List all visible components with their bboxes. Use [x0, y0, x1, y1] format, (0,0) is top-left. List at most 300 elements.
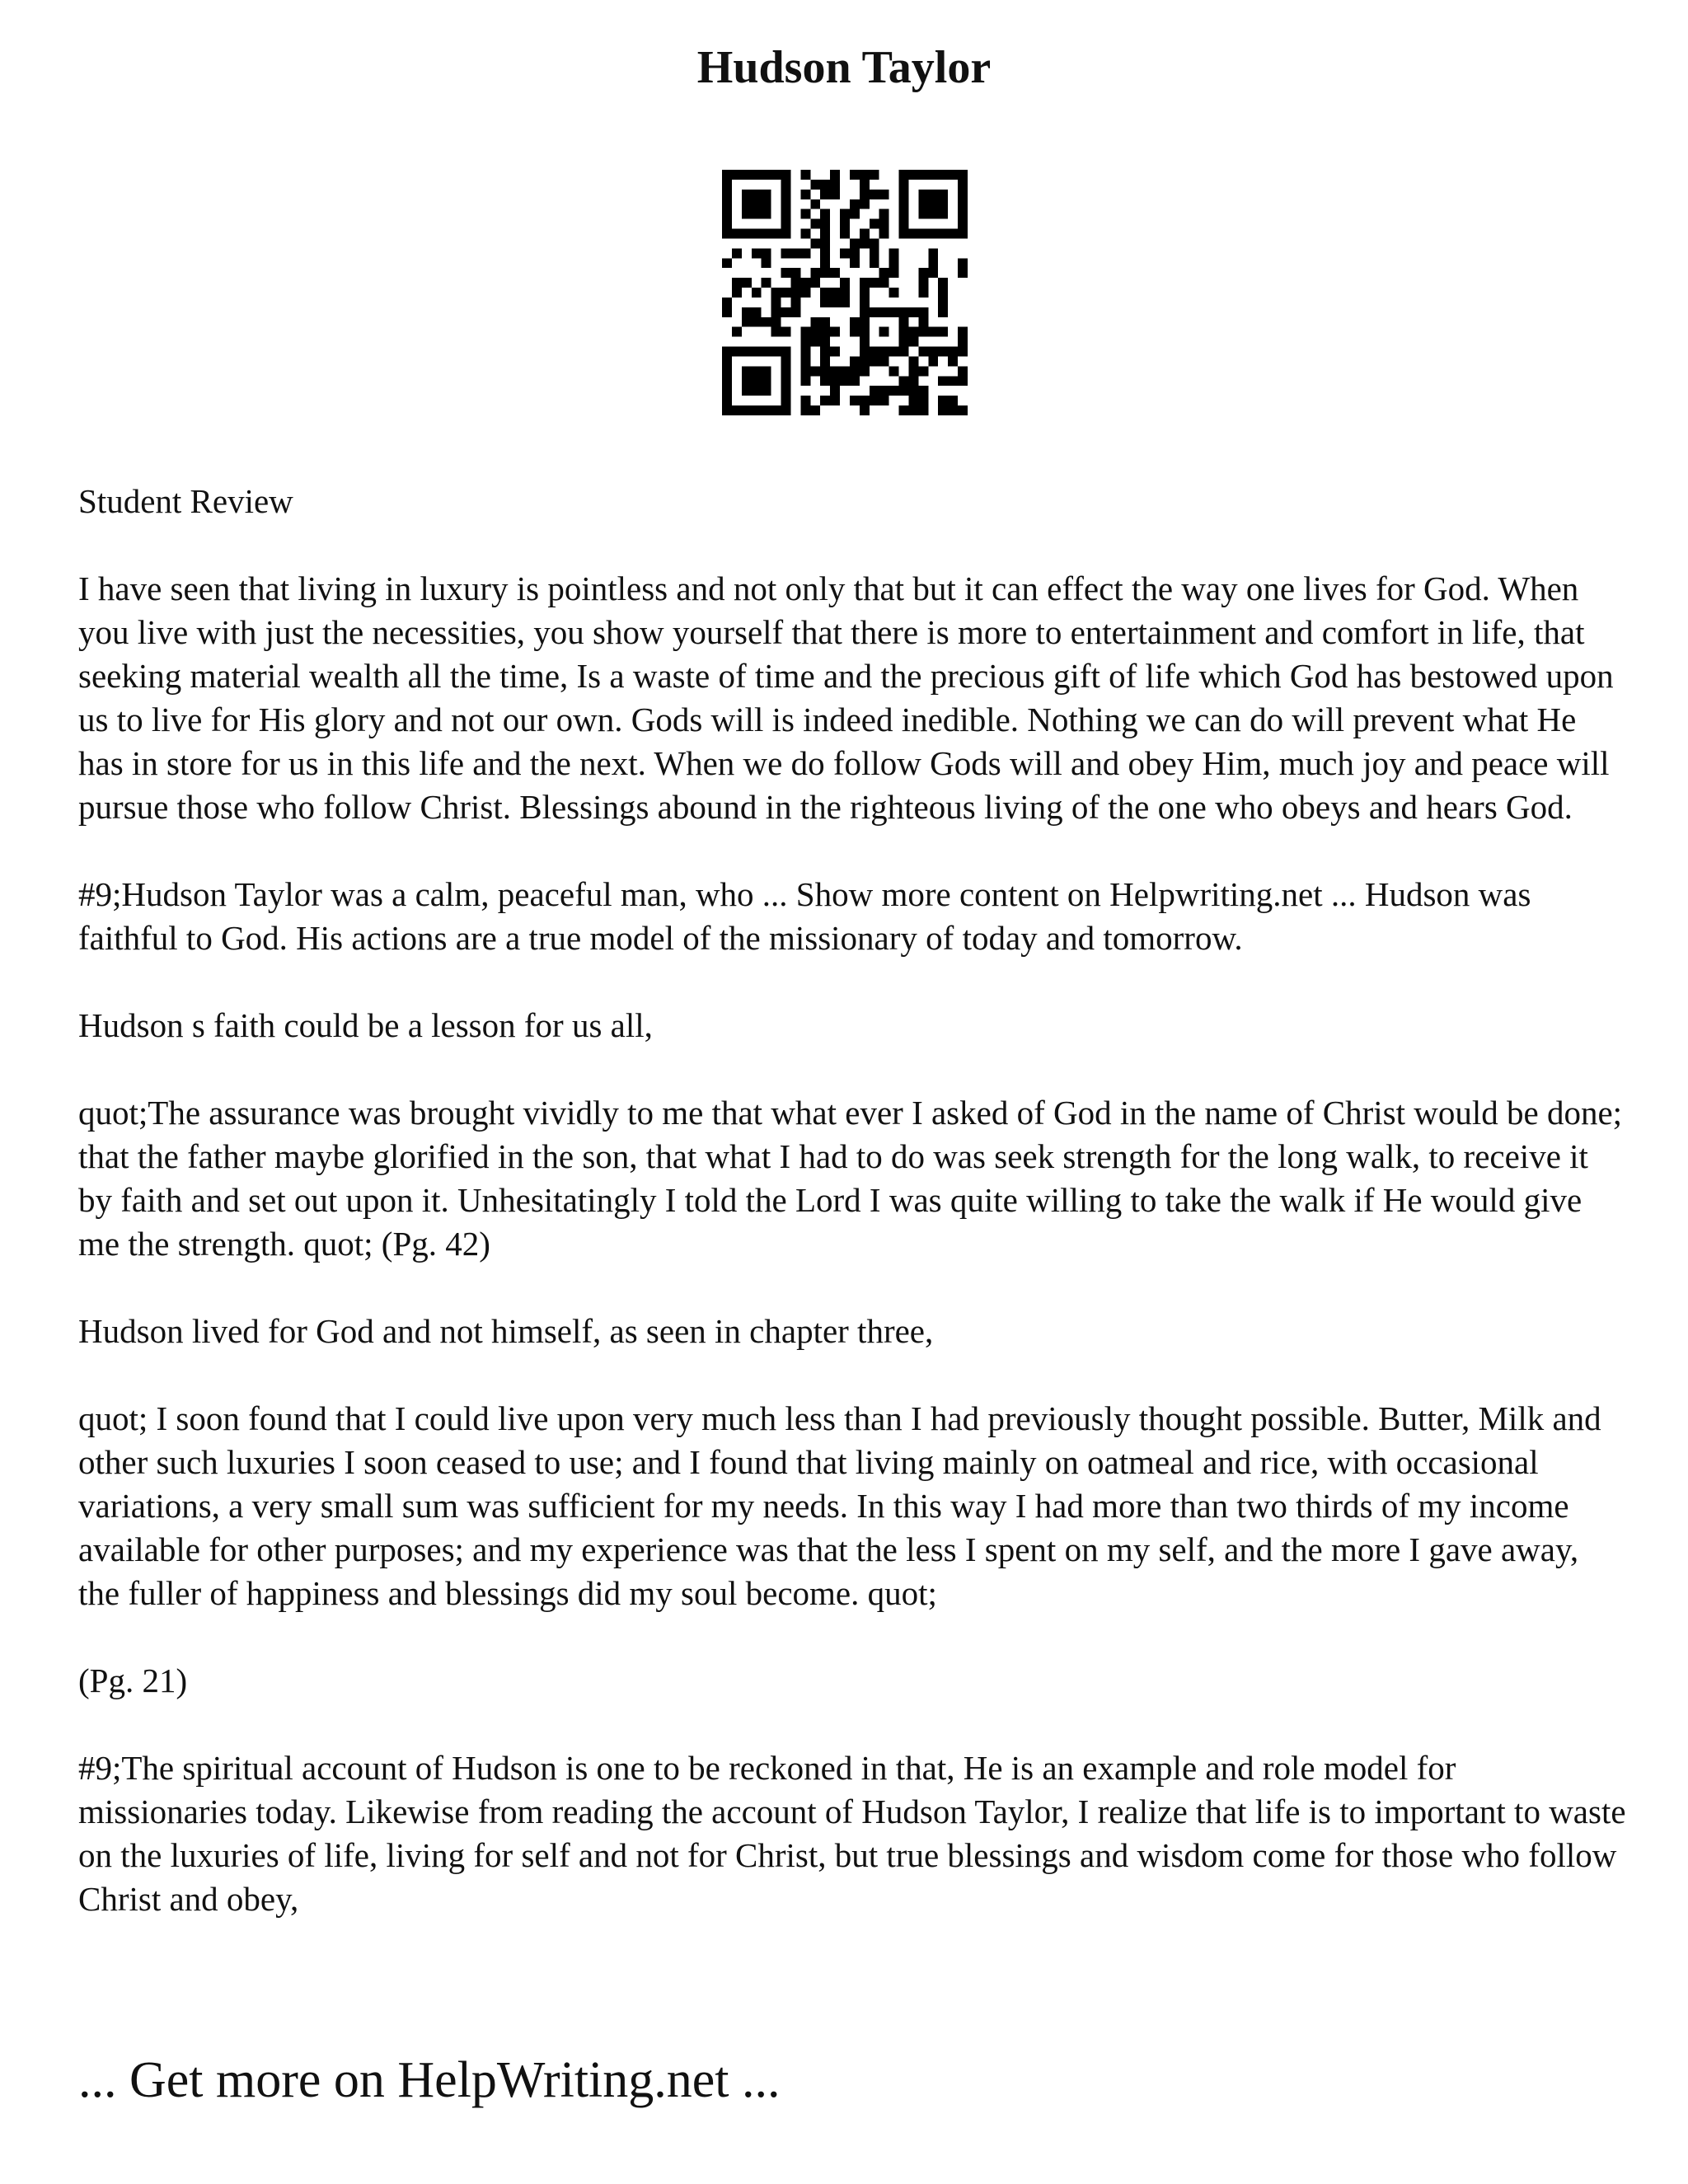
qr-module — [790, 248, 800, 258]
qr-module — [958, 268, 968, 278]
qr-module — [918, 317, 928, 327]
qr-module — [800, 376, 810, 386]
qr-module — [800, 356, 810, 366]
qr-module — [918, 170, 928, 180]
qr-module — [771, 307, 781, 317]
qr-module — [850, 376, 860, 386]
qr-module — [860, 317, 870, 327]
qr-module — [762, 347, 771, 357]
qr-module — [840, 209, 850, 219]
qr-module — [879, 307, 889, 317]
qr-module — [860, 307, 870, 317]
qr-module — [810, 180, 820, 190]
qr-module — [752, 386, 762, 396]
qr-module — [879, 347, 889, 357]
qr-module — [879, 219, 889, 229]
qr-module — [820, 288, 830, 298]
qr-module — [928, 209, 938, 219]
qr-module — [938, 278, 948, 288]
qr-module — [762, 405, 771, 415]
qr-module — [752, 347, 762, 357]
qr-module — [860, 288, 870, 298]
qr-module — [948, 229, 958, 239]
qr-module — [742, 278, 752, 288]
qr-module — [742, 229, 752, 239]
qr-module — [742, 386, 752, 396]
qr-module — [742, 317, 752, 327]
qr-module — [762, 258, 771, 268]
qr-module — [771, 229, 781, 239]
qr-module — [830, 327, 840, 337]
qr-module — [742, 209, 752, 219]
paragraph: Hudson lived for God and not himself, as seen in chapter three, — [78, 1312, 934, 1350]
qr-module — [918, 386, 928, 396]
qr-module — [958, 337, 968, 347]
qr-module — [800, 327, 810, 337]
qr-module — [879, 209, 889, 219]
qr-module — [771, 317, 781, 327]
qr-module — [742, 190, 752, 199]
qr-module — [800, 170, 810, 180]
qr-module — [908, 356, 918, 366]
qr-module — [840, 278, 850, 288]
qr-module — [899, 199, 909, 209]
qr-module — [742, 170, 752, 180]
qr-module — [722, 190, 732, 199]
qr-module — [938, 199, 948, 209]
qr-module — [800, 405, 810, 415]
qr-module — [899, 317, 909, 327]
qr-module — [850, 317, 860, 327]
qr-module — [820, 298, 830, 307]
qr-module — [722, 258, 732, 268]
qr-module — [732, 327, 742, 337]
qr-module — [840, 288, 850, 298]
qr-module — [762, 366, 771, 376]
qr-module — [810, 337, 820, 347]
qr-module — [771, 298, 781, 307]
qr-module — [938, 288, 948, 298]
qr-module — [781, 307, 791, 317]
qr-module — [742, 366, 752, 376]
qr-module — [879, 396, 889, 405]
qr-module — [879, 190, 889, 199]
qr-module — [918, 268, 928, 278]
qr-module — [800, 190, 810, 199]
qr-module — [800, 278, 810, 288]
qr-module — [860, 190, 870, 199]
qr-module — [860, 405, 870, 415]
qr-module — [938, 170, 948, 180]
qr-module — [899, 347, 909, 357]
qr-module — [820, 209, 830, 219]
qr-module — [899, 219, 909, 229]
qr-module — [722, 405, 732, 415]
qr-module — [860, 356, 870, 366]
qr-module — [820, 347, 830, 357]
qr-module — [938, 376, 948, 386]
qr-module — [918, 288, 928, 298]
qr-module — [762, 317, 771, 327]
qr-module — [899, 386, 909, 396]
qr-module — [810, 405, 820, 415]
qr-module — [870, 238, 879, 248]
qr-module — [840, 376, 850, 386]
qr-module — [771, 347, 781, 357]
qr-module — [958, 180, 968, 190]
qr-module — [810, 199, 820, 209]
qr-module — [830, 396, 840, 405]
qr-module — [762, 170, 771, 180]
qr-module — [928, 170, 938, 180]
qr-module — [732, 229, 742, 239]
qr-module — [732, 347, 742, 357]
page-title: Hudson Taylor — [696, 42, 992, 93]
qr-module — [840, 229, 850, 239]
qr-module — [899, 209, 909, 219]
qr-module — [752, 229, 762, 239]
qr-module — [762, 386, 771, 396]
qr-module — [820, 356, 830, 366]
qr-module — [840, 298, 850, 307]
qr-module — [820, 219, 830, 229]
qr-module — [781, 219, 791, 229]
qr-module — [928, 258, 938, 268]
qr-module — [820, 248, 830, 258]
qr-module — [742, 307, 752, 317]
qr-module — [938, 307, 948, 317]
qr-module — [860, 366, 870, 376]
qr-module — [830, 268, 840, 278]
qr-module — [771, 327, 781, 337]
qr-module — [790, 307, 800, 317]
qr-module — [850, 199, 860, 209]
qr-module — [800, 288, 810, 298]
qr-module — [870, 248, 879, 258]
paragraph: I have seen that living in luxury is pointless and not only that but it can effect the way one lives for God. When you live with just the necessities, you show yourself that there is more to entertainment and comfort in life, that seeking material wealth all the time, Is a waste of time and the precious gift of life which God has bestowed upon us to live for His glory and not our own. Gods will is indeed inedible. Nothing we can do will prevent what He has in store for us in this life and the next. When we do follow Gods will and obey Him, much joy and peace will pursue those who follow Christ. Blessings abound in the righteous living of the one who obeys and hears God. — [78, 569, 1614, 826]
qr-module — [850, 327, 860, 337]
qr-module — [850, 366, 860, 376]
qr-module — [850, 170, 860, 180]
qr-module — [889, 386, 899, 396]
qr-module — [899, 327, 909, 337]
qr-module — [928, 268, 938, 278]
qr-module — [948, 376, 958, 386]
qr-module — [722, 229, 732, 239]
qr-module — [810, 238, 820, 248]
qr-module — [722, 376, 732, 386]
qr-module — [958, 170, 968, 180]
page-reference: (Pg. 21) — [78, 1661, 188, 1699]
qr-module — [762, 209, 771, 219]
qr-module — [928, 229, 938, 239]
qr-module — [958, 327, 968, 337]
qr-module — [889, 347, 899, 357]
qr-module — [781, 405, 791, 415]
qr-module — [918, 347, 928, 357]
qr-module — [752, 170, 762, 180]
qr-module — [879, 268, 889, 278]
qr-module — [752, 288, 762, 298]
qr-module — [908, 405, 918, 415]
qr-module — [928, 199, 938, 209]
qr-module — [800, 248, 810, 258]
get-more-link[interactable]: ... Get more on HelpWriting.net ... — [78, 2052, 781, 2108]
qr-module — [752, 199, 762, 209]
qr-module — [908, 327, 918, 337]
qr-module — [771, 288, 781, 298]
qr-module — [800, 229, 810, 239]
qr-module — [860, 170, 870, 180]
qr-module — [840, 219, 850, 229]
qr-module — [830, 190, 840, 199]
qr-module — [908, 170, 918, 180]
qr-module — [908, 386, 918, 396]
qr-module — [830, 347, 840, 357]
qr-module — [752, 248, 762, 258]
qr-module — [938, 298, 948, 307]
qr-module — [722, 170, 732, 180]
qr-module — [722, 298, 732, 307]
qr-module — [722, 219, 732, 229]
qr-module — [752, 209, 762, 219]
qr-module — [820, 366, 830, 376]
qr-module — [918, 366, 928, 376]
qr-module — [820, 337, 830, 347]
qr-module — [948, 405, 958, 415]
qr-module — [918, 199, 928, 209]
qr-module — [850, 356, 860, 366]
qr-module — [800, 337, 810, 347]
qr-module — [860, 337, 870, 347]
qr-module — [928, 248, 938, 258]
qr-module — [722, 307, 732, 317]
qr-module — [830, 386, 840, 396]
qr-module — [781, 268, 791, 278]
qr-module — [830, 366, 840, 376]
qr-module — [870, 278, 879, 288]
qr-module — [781, 327, 791, 337]
qr-module — [918, 405, 928, 415]
qr-module — [938, 229, 948, 239]
qr-module — [889, 248, 899, 258]
qr-module — [781, 170, 791, 180]
qr-module — [958, 366, 968, 376]
qr-module — [742, 199, 752, 209]
qr-module — [918, 327, 928, 337]
qr-module — [810, 366, 820, 376]
qr-module — [948, 356, 958, 366]
qr-module — [820, 258, 830, 268]
qr-module — [918, 307, 928, 317]
paragraph: #9;The spiritual account of Hudson is one to be reckoned in that, He is an example and role model for missionaries today. Likewise from reading the account of Hudson Taylor, I realize that life is to important to waste on the luxuries of life, living for self and not for Christ, but true blessings and wisdom come for those who follow Christ and obey, — [78, 1749, 1626, 1918]
qr-module — [879, 356, 889, 366]
qr-module — [938, 405, 948, 415]
qr-module — [722, 366, 732, 376]
qr-code-icon — [722, 170, 968, 415]
qr-module — [722, 356, 732, 366]
qr-module — [908, 396, 918, 405]
qr-module — [889, 307, 899, 317]
qr-module — [810, 268, 820, 278]
qr-module — [908, 376, 918, 386]
qr-module — [752, 376, 762, 386]
qr-module — [958, 347, 968, 357]
qr-module — [860, 199, 870, 209]
qr-module — [820, 327, 830, 337]
qr-module — [752, 317, 762, 327]
qr-module — [830, 376, 840, 386]
qr-module — [928, 190, 938, 199]
qr-module — [732, 288, 742, 298]
qr-module — [870, 386, 879, 396]
qr-module — [800, 209, 810, 219]
qr-module — [938, 347, 948, 357]
qr-module — [860, 180, 870, 190]
qr-module — [860, 229, 870, 239]
qr-module — [781, 356, 791, 366]
qr-module — [860, 298, 870, 307]
qr-module — [870, 258, 879, 268]
quote-paragraph: quot; I soon found that I could live upon very much less than I had previously thought possible. Butter, Milk and other such luxuries I soon ceased to use; and I found that living mainly on oatmeal and rice, with occasional variations, a very small sum was sufficient for my needs. In this way I had more than two thirds of my income available for other purposes; and my experience was that the less I spent on my self, and the more I gave away, the fuller of happiness and blessings did my soul become. quot; — [78, 1399, 1601, 1612]
qr-module — [790, 288, 800, 298]
qr-module — [830, 180, 840, 190]
qr-module — [908, 337, 918, 347]
qr-module — [879, 327, 889, 337]
qr-module — [889, 288, 899, 298]
qr-module — [908, 307, 918, 317]
qr-module — [879, 386, 889, 396]
qr-module — [781, 248, 791, 258]
quote-paragraph: quot;The assurance was brought vividly to me that what ever I asked of God in the name of Christ would be done; that the father maybe glorified in the son, that what I had to do was seek strength for the long walk, to receive it by faith and set out upon it. Unhesitatingly I told the Lord I was quite willing to take the walk if He would give me the strength. quot; (Pg. 42) — [78, 1094, 1623, 1263]
qr-module — [771, 405, 781, 415]
qr-module — [810, 317, 820, 327]
qr-module — [810, 219, 820, 229]
qr-module — [870, 190, 879, 199]
qr-module — [790, 278, 800, 288]
qr-module — [938, 190, 948, 199]
qr-module — [800, 366, 810, 376]
qr-module — [889, 258, 899, 268]
qr-module — [781, 288, 791, 298]
qr-module — [958, 376, 968, 386]
qr-module — [889, 268, 899, 278]
qr-module — [771, 170, 781, 180]
qr-module — [879, 229, 889, 239]
qr-module — [850, 209, 860, 219]
qr-module — [781, 366, 791, 376]
qr-module — [762, 199, 771, 209]
qr-module — [762, 190, 771, 199]
qr-module — [860, 327, 870, 337]
qr-module — [870, 396, 879, 405]
qr-module — [840, 366, 850, 376]
qr-module — [722, 347, 732, 357]
qr-module — [790, 268, 800, 278]
qr-module — [722, 180, 732, 190]
qr-module — [752, 307, 762, 317]
qr-module — [850, 258, 860, 268]
qr-module — [810, 278, 820, 288]
qr-module — [752, 366, 762, 376]
qr-module — [820, 238, 830, 248]
qr-module — [820, 317, 830, 327]
qr-module — [722, 396, 732, 405]
qr-module — [908, 229, 918, 239]
qr-module — [958, 219, 968, 229]
qr-module — [870, 170, 879, 180]
qr-module — [762, 278, 771, 288]
qr-module — [879, 278, 889, 288]
qr-module — [899, 376, 909, 386]
qr-module — [899, 190, 909, 199]
qr-module — [918, 190, 928, 199]
qr-module — [938, 327, 948, 337]
qr-module — [899, 307, 909, 317]
qr-module — [830, 288, 840, 298]
qr-module — [958, 209, 968, 219]
qr-module — [850, 238, 860, 248]
qr-module — [830, 298, 840, 307]
qr-module — [732, 248, 742, 258]
qr-module — [850, 396, 860, 405]
qr-module — [800, 347, 810, 357]
qr-module — [781, 199, 791, 209]
qr-module — [870, 356, 879, 366]
qr-module — [928, 356, 938, 366]
qr-module — [938, 209, 948, 219]
qr-module — [762, 229, 771, 239]
qr-module — [899, 337, 909, 347]
qr-module — [790, 298, 800, 307]
qr-module — [722, 209, 732, 219]
qr-module — [810, 327, 820, 337]
qr-module — [958, 199, 968, 209]
qr-module — [860, 238, 870, 248]
qr-module — [732, 170, 742, 180]
qr-module — [948, 170, 958, 180]
qr-module — [948, 396, 958, 405]
qr-module — [948, 347, 958, 357]
qr-module — [860, 347, 870, 357]
qr-module — [918, 278, 928, 288]
qr-module — [870, 307, 879, 317]
qr-module — [781, 376, 791, 386]
qr-module — [781, 386, 791, 396]
qr-module — [928, 347, 938, 357]
qr-module — [870, 347, 879, 357]
qr-module — [781, 229, 791, 239]
qr-module — [840, 248, 850, 258]
qr-module — [781, 347, 791, 357]
section-heading: Student Review — [78, 482, 293, 520]
qr-module — [781, 209, 791, 219]
qr-module — [958, 405, 968, 415]
document-body — [78, 480, 1628, 1965]
qr-module — [899, 180, 909, 190]
qr-module — [820, 190, 830, 199]
qr-module — [889, 366, 899, 376]
qr-module — [742, 347, 752, 357]
qr-module — [742, 405, 752, 415]
qr-module — [820, 396, 830, 405]
paragraph: #9;Hudson Taylor was a calm, peaceful man, who ... Show more content on Helpwriting.net ... Hudson was faithful to God. His actions are a true model of the missionary of today and tomorrow. — [78, 875, 1531, 957]
qr-module — [899, 229, 909, 239]
qr-module — [860, 278, 870, 288]
qr-module — [918, 209, 928, 219]
qr-module — [722, 386, 732, 396]
qr-module — [918, 396, 928, 405]
